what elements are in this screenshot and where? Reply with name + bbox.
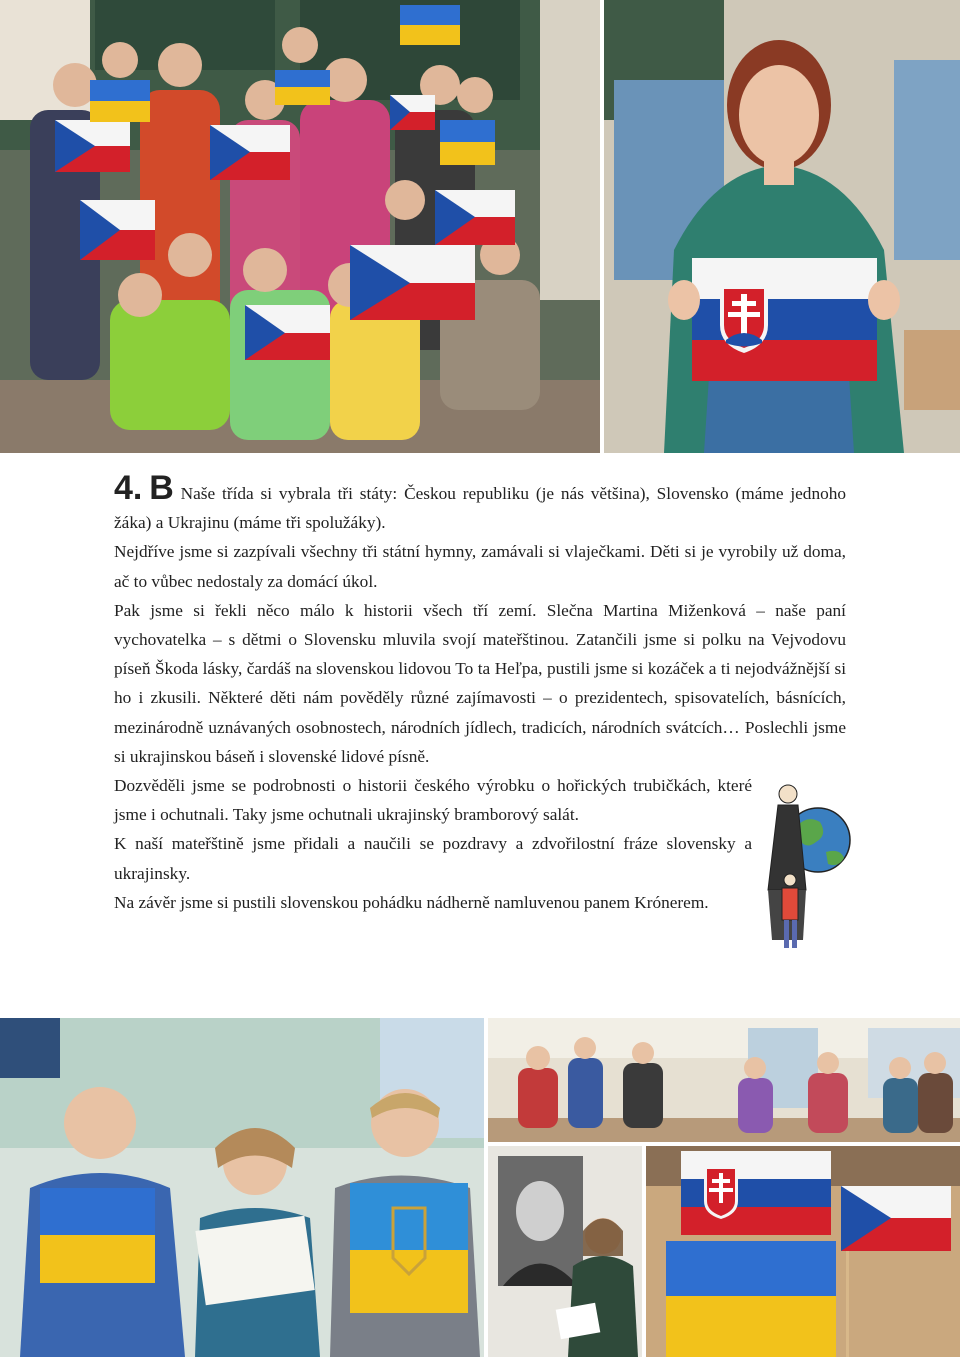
presentation-photo: [488, 1146, 642, 1357]
class-number: 4.: [114, 469, 143, 507]
three-flags-photo: [646, 1146, 960, 1357]
class-group-photo: [0, 0, 600, 453]
class-letter: B: [149, 469, 174, 507]
paragraph-4: Dozvěděli jsme se podrobnosti o historii českého výrobku o hořických trubičkách, které jsme i ochutnali. Taky jsme ochutnali ukrajinský bramborový salát.: [114, 776, 752, 825]
paragraph-5: K naší mateřštině jsme přidali a naučili se pozdravy a zdvořilostní fráze slovensky a ukrajinsky.: [114, 834, 752, 883]
paragraph-2: Nejdříve jsme si zazpívali všechny tři státní hymny, zamávali si vlaječkami. Děti si je vyrobily už doma, ač to vůbec nedostaly za domácí úkol.: [114, 542, 846, 591]
intro-paragraph: [114, 469, 847, 537]
ukraine-kids-photo: [0, 1018, 484, 1357]
article-text: [114, 469, 847, 917]
dance-photo: [488, 1018, 960, 1142]
paragraph-3: Pak jsme si řekli něco málo k historii všech tří zemí. Slečna Martina Miženková – naše paní vychovatelka – s dětmi o Slovensku mluvila svojí mateřštinou. Zatančili jsme si polku na Vejvodovu píseň Škoda lásky, čardáš na slovenskou lidovou To ta Heľpa, pustili jsme si kozáček a ti nejodvážnější si ho i zkusili. Některé děti nám pověděly různé zajímavosti – o prezidentech, spisovatelích, básnících, mezinárodně uznávaných osobnostech, národních jídlech, tradicích, národních svátcích… Poslechli jsme si ukrajinskou báseň i slovenské lidové písně.: [114, 600, 846, 766]
paragraph-1: Naše třída si vybrala tři státy: Českou republiku (je nás většina), Slovensko (máme jednoho žáka) a Ukrajinu (máme tři spolužáky).: [114, 484, 847, 533]
teacher-photo: [604, 0, 960, 453]
globe-clipart: [748, 780, 854, 970]
paragraph-6: Na závěr jsme si pustili slovenskou pohádku nádherně namluvenou panem Krónerem.: [114, 892, 709, 912]
